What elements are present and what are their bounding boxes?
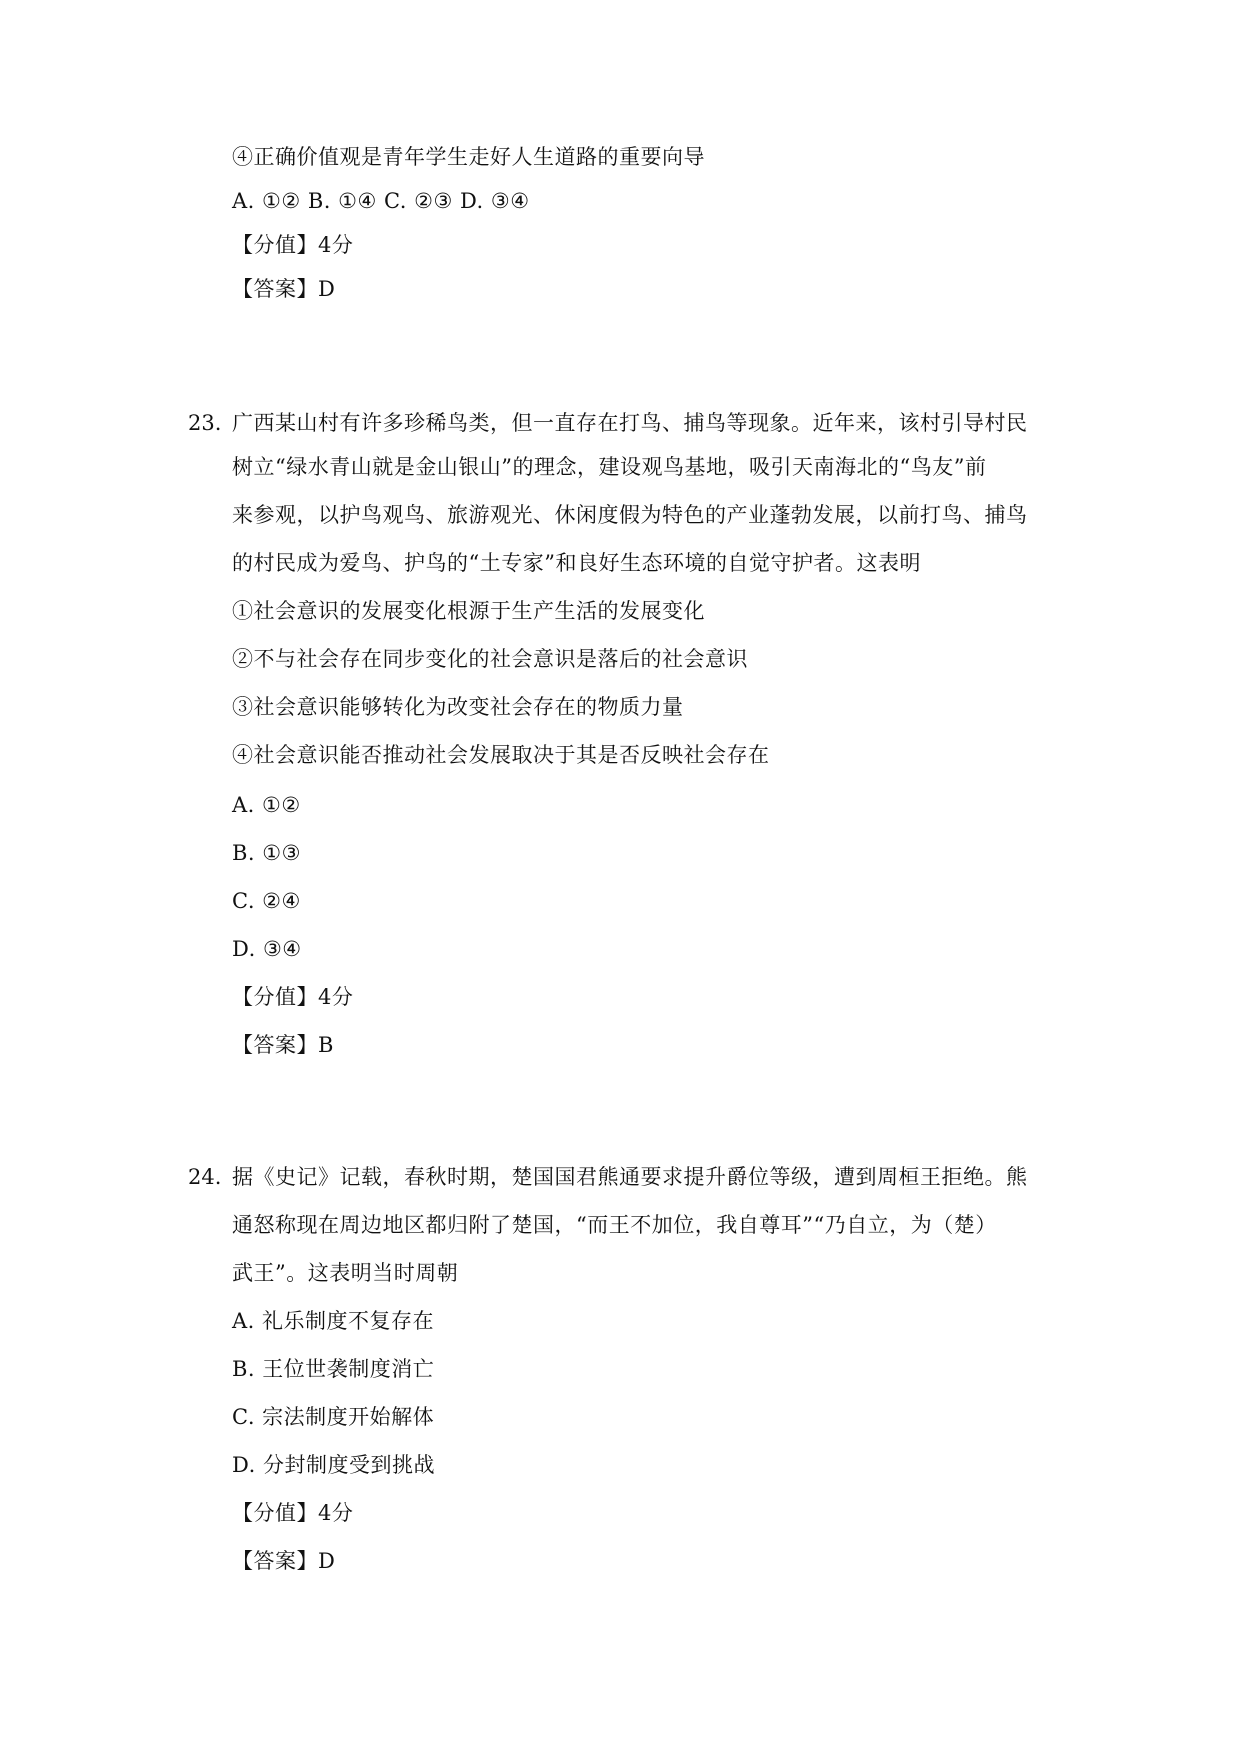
question-23-statement-2: ②不与社会存在同步变化的社会意识是落后的社会意识 xyxy=(232,647,748,671)
question-23-choice-c: C. ②④ xyxy=(232,889,301,913)
question-23-number: 23. xyxy=(188,411,222,435)
question-23-statement-4: ④社会意识能否推动社会发展取决于其是否反映社会存在 xyxy=(232,743,770,767)
question-24-stem-line-2: 通怒称现在周边地区都归附了楚国，“而王不加位，我自尊耳”“乃自立，为（楚） xyxy=(232,1213,997,1237)
prev-question-score: 【分值】4分 xyxy=(232,233,354,257)
question-24-number: 24. xyxy=(188,1165,222,1189)
question-23-stem-line-3: 来参观，以护鸟观鸟、旅游观光、休闲度假为特色的产业蓬勃发展，以前打鸟、捕鸟 xyxy=(232,503,1028,527)
question-23-stem-line-2: 树立“绿水青山就是金山银山”的理念，建设观鸟基地，吸引天南海北的“鸟友”前 xyxy=(232,455,987,479)
question-24-score: 【分值】4分 xyxy=(232,1501,354,1525)
question-23-choice-b: B. ①③ xyxy=(232,841,301,865)
question-24-choice-a: A. 礼乐制度不复存在 xyxy=(232,1309,435,1333)
question-24-choice-b: B. 王位世袭制度消亡 xyxy=(232,1357,435,1381)
question-23-answer: 【答案】B xyxy=(232,1033,334,1057)
question-23-choice-d: D. ③④ xyxy=(232,937,302,961)
question-23-stem-line-4: 的村民成为爱鸟、护鸟的“土专家”和良好生态环境的自觉守护者。这表明 xyxy=(232,551,921,575)
question-24-choice-c: C. 宗法制度开始解体 xyxy=(232,1405,435,1429)
question-23-statement-1: ①社会意识的发展变化根源于生产生活的发展变化 xyxy=(232,599,705,623)
prev-question-choices: A. ①② B. ①④ C. ②③ D. ③④ xyxy=(232,189,530,213)
prev-question-answer: 【答案】D xyxy=(232,277,336,301)
question-24-choice-d: D. 分封制度受到挑战 xyxy=(232,1453,435,1477)
question-23-statement-3: ③社会意识能够转化为改变社会存在的物质力量 xyxy=(232,695,684,719)
question-24-stem-line-3: 武王”。这表明当时周朝 xyxy=(232,1261,459,1285)
question-23-score: 【分值】4分 xyxy=(232,985,354,1009)
question-24-stem-line-1: 据《史记》记载，春秋时期，楚国国君熊通要求提升爵位等级，遭到周桓王拒绝。熊 xyxy=(232,1165,1028,1189)
question-23-stem-line-1: 广西某山村有许多珍稀鸟类，但一直存在打鸟、捕鸟等现象。近年来，该村引导村民 xyxy=(232,411,1028,435)
question-24-answer: 【答案】D xyxy=(232,1549,336,1573)
question-23-choice-a: A. ①② xyxy=(232,793,301,817)
prev-question-option-4: ④正确价值观是青年学生走好人生道路的重要向导 xyxy=(232,145,705,169)
